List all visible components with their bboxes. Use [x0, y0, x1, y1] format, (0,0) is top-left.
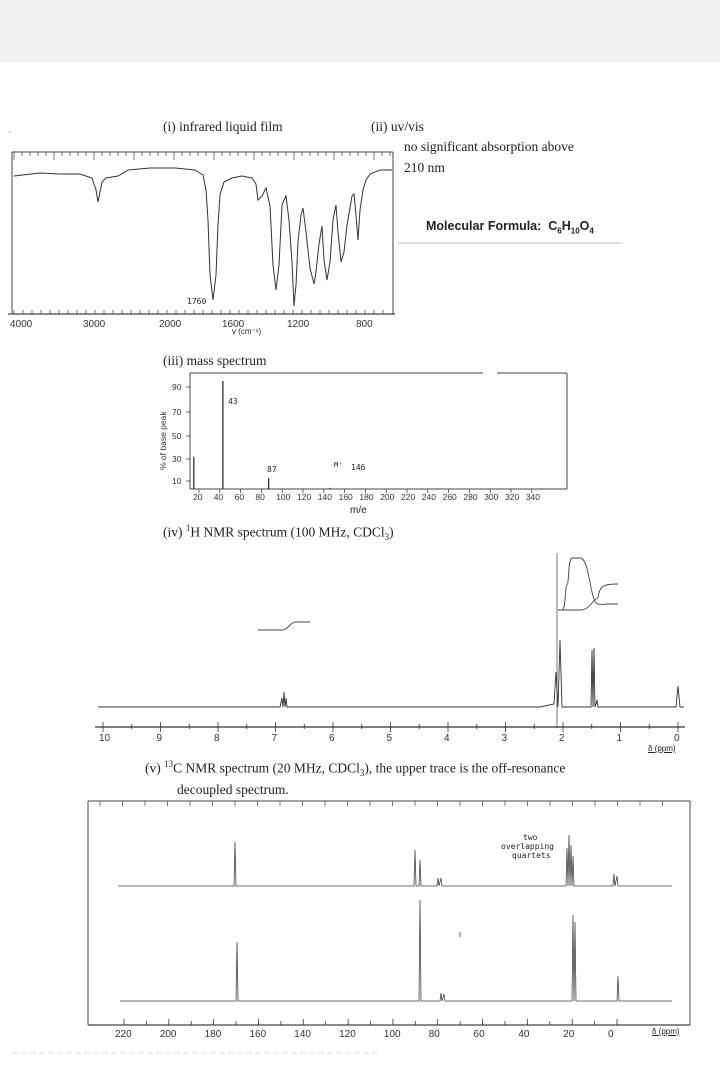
hnmr-tick-label: 0: [674, 733, 680, 744]
ir-peak-label: 1760: [187, 297, 207, 306]
cnmr-tick-label: 20: [563, 1029, 575, 1040]
ms-y-tick-label: 70: [172, 407, 182, 417]
ms-x-tick-label: 220: [401, 492, 416, 502]
uv-line2: 210 nm: [404, 160, 445, 175]
ms-x-tick-label: 80: [255, 492, 265, 502]
ms-peak-43: 43: [228, 397, 238, 406]
hnmr-tick-label: 2: [559, 733, 565, 744]
ms-x-tick-label: 300: [484, 492, 499, 502]
cnmr-tick-label: 80: [428, 1029, 440, 1040]
hnmr-tick-label: 7: [271, 733, 278, 744]
hnmr-tick-label: 5: [386, 733, 393, 744]
hnmr-tick-label: 9: [156, 733, 163, 744]
ir-tick-label: 1200: [287, 319, 310, 330]
cnmr-tick-label: 60: [473, 1029, 485, 1040]
ir-label: (i) infrared liquid film: [163, 119, 283, 134]
ms-x-tick-label: 140: [317, 492, 332, 502]
ir-tick-label: 2000: [159, 319, 182, 330]
ms-molecular-ion-mark: M⁺: [334, 461, 343, 469]
ir-tick-label: 800: [356, 319, 373, 330]
ir-tick-label: 1600: [222, 319, 245, 330]
uv-line1: no significant absorption above: [404, 139, 574, 154]
hnmr-tick-label: 8: [214, 733, 220, 744]
ms-x-tick-label: 60: [234, 492, 245, 502]
cnmr-tick-label: 200: [159, 1029, 177, 1040]
uv-label: (ii) uv/vis: [371, 119, 424, 134]
hnmr-tick-label: 10: [99, 733, 111, 744]
ms-x-tick-label: 280: [463, 492, 478, 502]
ms-x-tick-label: 260: [442, 492, 457, 502]
ms-x-tick-label: 200: [380, 492, 395, 502]
ms-x-tick-label: 40: [213, 492, 224, 502]
ms-x-tick-label: 100: [276, 492, 291, 502]
cnmr-annotation: two: [523, 833, 538, 842]
cnmr-label-line2: decoupled spectrum.: [177, 782, 289, 797]
ir-tick-label: 4000: [10, 319, 33, 330]
ms-x-tick-label: 120: [297, 492, 312, 502]
ms-y-tick-label: 30: [172, 454, 182, 464]
ms-y-axis-label: % of base peak: [158, 411, 168, 470]
hnmr-tick-label: 6: [329, 733, 335, 744]
hnmr-tick-label: 3: [501, 733, 508, 744]
cnmr-unit: δ (ppm): [652, 1027, 680, 1036]
ir-tick-label: 3000: [83, 319, 106, 330]
ms-y-tick-label: 90: [172, 382, 182, 392]
cnmr-tick-label: 120: [339, 1029, 356, 1040]
ir-axis-unit: v (cm⁻¹): [232, 327, 262, 336]
hnmr-tick-label: 4: [444, 733, 450, 744]
ms-x-label: m/e: [350, 505, 367, 516]
formula-label: Molecular Formula:: [426, 219, 542, 233]
ms-x-tick-label: 180: [359, 492, 374, 502]
ms-x-tick-label: 160: [338, 492, 353, 502]
cnmr-tick-label: 160: [249, 1029, 267, 1040]
cnmr-tick-label: 40: [518, 1029, 530, 1040]
ms-label: (iii) mass spectrum: [163, 353, 267, 368]
hnmr-label: (iv) $^1$H NMR spectrum (100 MHz, CDCl$_3$): [163, 523, 394, 543]
ms-x-tick-label: 240: [421, 492, 436, 502]
ms-y-tick-label: 50: [172, 431, 182, 441]
cnmr-annotation-line2: overlapping: [501, 842, 554, 851]
cnmr-tick-label: 0: [608, 1029, 614, 1040]
ms-x-tick-label: 320: [505, 492, 520, 502]
ms-x-tick-label: 20: [193, 492, 203, 502]
ms-peak-87: 87: [267, 465, 277, 474]
ms-x-tick-label: 340: [525, 492, 540, 502]
hnmr-tick-label: 1: [616, 733, 623, 744]
cnmr-tick-label: 180: [204, 1029, 222, 1040]
ir-corner-mark: ‘: [9, 130, 11, 139]
ms-peak-146: 146: [351, 463, 366, 472]
ms-y-tick-label: 10: [172, 476, 182, 486]
hnmr-unit: δ (ppm): [648, 744, 676, 753]
cnmr-annotation-line3: quartets: [512, 851, 551, 860]
cnmr-tick-label: 140: [294, 1029, 311, 1040]
cnmr-label: (v) $^{13}$C NMR spectrum (20 MHz, CDCl$_3$), the upper trace is the off-resonance: [145, 759, 566, 779]
cnmr-tick-label: 220: [115, 1029, 132, 1040]
formula-value: $C_6H_{10}O_4$: [548, 219, 594, 236]
cnmr-tick-label: 100: [383, 1029, 401, 1040]
